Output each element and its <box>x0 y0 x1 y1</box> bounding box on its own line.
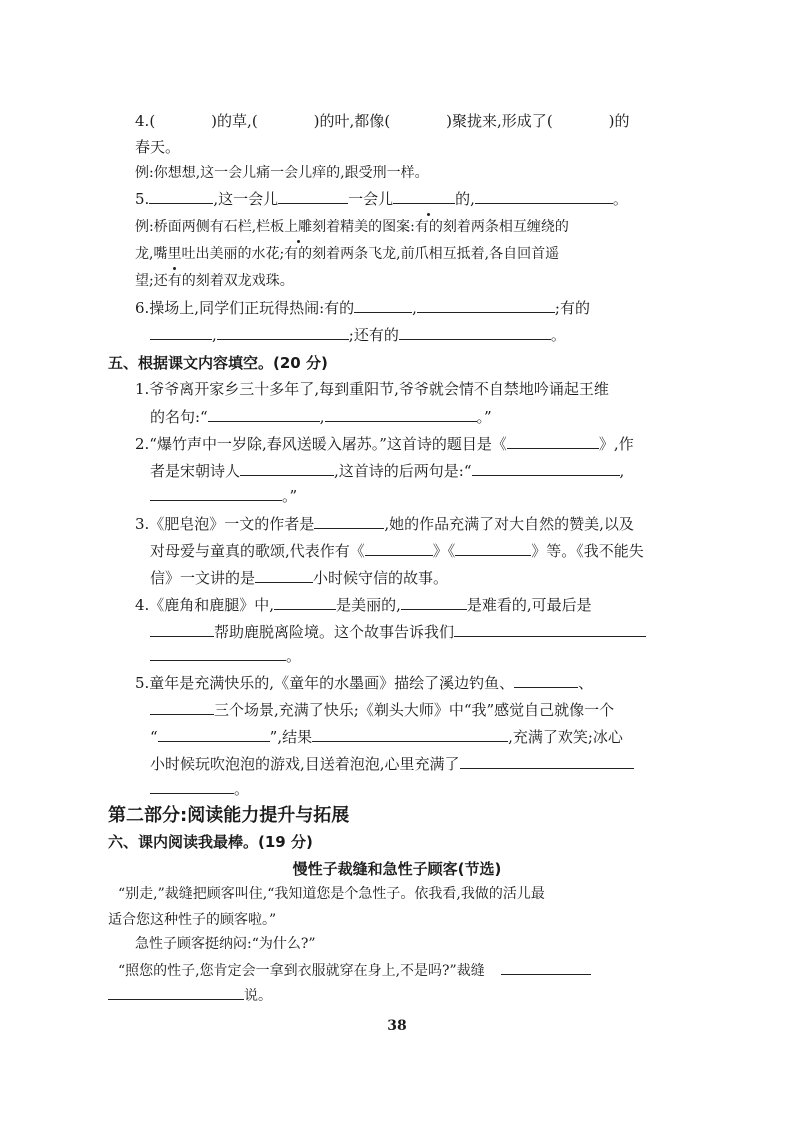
q6-text-2a: , <box>212 326 217 344</box>
q4-text-1: 的草, <box>217 112 252 130</box>
reading-para1-line2: 适合您这种性子的顾客啦。” <box>108 912 277 928</box>
q5-blank-4[interactable] <box>475 189 613 204</box>
reading-para3-line1 <box>118 960 591 982</box>
s5-i5-text-1a: 5.童年是充满快乐的,《童年的水墨画》描绘了溪边钓鱼、 <box>135 674 515 692</box>
reading-para2: 急性子顾客挺纳闷:“为什么?” <box>135 936 316 952</box>
q6-blank-2[interactable] <box>417 298 555 313</box>
reading-title: 慢性子裁缝和急性子顾客(节选) <box>292 860 502 878</box>
s5-item4-line3 <box>150 645 301 667</box>
q4-paren-open-4: ( <box>546 112 553 130</box>
q5-blank-2[interactable] <box>278 189 348 204</box>
reading-para1-line1: “别走,”裁缝把顾客叫住,“我知道您是个急性子。依我看,我做的活儿最 <box>118 886 545 902</box>
q4-text-4: 的 <box>614 112 630 130</box>
s5-i2-blank-title[interactable] <box>507 434 599 449</box>
q6-blank-1[interactable] <box>354 298 412 313</box>
s5-i3-text-2a: 对母爱与童真的歌颂,代表作有《 <box>150 542 365 560</box>
q4-line2: 春天。 <box>135 138 181 156</box>
s5-item4-line1 <box>135 594 592 616</box>
q4-line1 <box>135 110 630 132</box>
example-1: 例:你想想,这一会儿痛一会儿痒的,跟受刑一样。 <box>135 165 429 181</box>
q6-text-1a: 6.操场上,同学们正玩得热闹:有的 <box>135 299 355 317</box>
q4-number: 4. <box>135 112 150 130</box>
example-2-emphasis-2: 有的 <box>284 243 312 265</box>
page-number: 38 <box>387 1018 407 1034</box>
reading-para3-line2 <box>108 985 272 1007</box>
q6-blank-5[interactable] <box>399 325 551 340</box>
s5-i3-blank-work2[interactable] <box>455 541 531 556</box>
s5-item3-line1 <box>135 513 634 535</box>
s5-i4-blank-1[interactable] <box>274 595 336 610</box>
s5-i4-text-1c: 是难看的,可最后是 <box>466 596 592 614</box>
s5-item2-line3 <box>150 485 297 507</box>
s5-i2-blank-line4[interactable] <box>150 486 282 501</box>
s5-i2-text-2c: , <box>619 462 625 480</box>
s5-i4-blank-5[interactable] <box>150 646 286 661</box>
s5-i1-text-a: 的名句:“ <box>150 408 208 426</box>
q4-paren-close-4: ) <box>608 112 615 130</box>
q4-text-2: 的叶,都像 <box>319 112 385 130</box>
s5-i5-blank-4[interactable] <box>312 727 508 742</box>
reading-blank-1[interactable] <box>501 960 591 975</box>
reading-blank-2[interactable] <box>108 985 244 1000</box>
s5-i2-text-1a: 2.“爆竹声中一岁除,春风送暖入屠苏。”这首诗的题目是《 <box>135 435 507 453</box>
s5-i1-text-c: 。” <box>476 408 492 426</box>
example-2-text-2c: 刻着两条飞龙,前爪相互抵着,各自回首遥 <box>312 246 560 262</box>
example-2-text-1a: 例:桥面两侧有石栏,栏板上雕刻着精美的图案: <box>135 219 415 235</box>
s5-item5-line3 <box>150 726 623 748</box>
q6-text-1c: ;有的 <box>554 299 590 317</box>
q4-paren-close-1: ) <box>211 112 218 130</box>
example-2-emphasis-3: 还有的 <box>154 270 196 292</box>
s5-i2-text-3: 。” <box>282 487 298 505</box>
s5-i3-text-1a: 3.《肥皂泡》一文的作者是 <box>135 515 315 533</box>
example-2-text-1c: 刻着两条相互缠绕的 <box>442 219 569 235</box>
q5-text-1: ,这一会儿 <box>213 190 279 208</box>
s5-i4-text-1b: 是美丽的, <box>336 596 401 614</box>
s5-i5-text-5: 。 <box>234 780 250 798</box>
q4-paren-close-3: ) <box>446 112 453 130</box>
s5-i5-text-3c: ,充满了欢笑;冰心 <box>508 728 623 746</box>
example-2-emphasis-1: 有的 <box>415 216 443 238</box>
q6-line1 <box>135 297 590 319</box>
s5-item3-line2 <box>150 540 644 562</box>
example-2-text-3a: 望; <box>135 273 154 289</box>
s5-item2-line2 <box>150 460 624 482</box>
example-2-text-3c: 刻着双龙戏珠。 <box>195 273 294 289</box>
s5-i5-text-2a: 三个场景,充满了快乐;《剃头大师》中“我”感觉自己就像一个 <box>214 701 615 719</box>
q5-text-4: 。 <box>612 190 628 208</box>
s5-i4-blank-2[interactable] <box>401 595 467 610</box>
s5-i3-blank-person[interactable] <box>255 568 313 583</box>
s5-i2-text-1b: 》,作 <box>598 435 634 453</box>
q4-paren-open-1: ( <box>149 112 156 130</box>
s5-item1-line2 <box>150 406 492 428</box>
example-2-line3 <box>135 270 294 292</box>
s5-i3-text-3b: 小时候守信的故事。 <box>313 569 449 587</box>
q5-number: 5. <box>135 190 150 208</box>
q6-text-1b: , <box>412 299 417 317</box>
s5-i5-text-1b: 、 <box>578 674 594 692</box>
s5-item5-line5 <box>150 778 249 800</box>
s5-i1-blank-2[interactable] <box>325 407 477 422</box>
q5-blank-1[interactable] <box>149 189 213 204</box>
s5-item5-line1 <box>135 672 593 694</box>
s5-i5-blank-5[interactable] <box>460 754 634 769</box>
s5-i5-text-4a: 小时候玩吹泡泡的游戏,目送着泡泡,心里充满了 <box>150 755 460 773</box>
q5-blank-3[interactable] <box>393 189 455 204</box>
q5-line <box>135 188 628 210</box>
section-6-heading: 六、课内阅读我最棒。(19 分) <box>108 833 313 851</box>
s5-item2-line1 <box>135 433 634 455</box>
q6-blank-4[interactable] <box>217 325 349 340</box>
s5-item5-line2 <box>150 699 614 721</box>
s5-i2-blank-line3[interactable] <box>472 461 620 476</box>
reading-para3-text-2: 说。 <box>244 988 272 1004</box>
q5-text-2: 一会儿 <box>348 190 394 208</box>
s5-item5-line4 <box>150 753 634 775</box>
s5-item1-line1: 1.爷爷离开家乡三十多年了,每到重阳节,爷爷就会情不自禁地吟诵起王维 <box>135 380 609 398</box>
s5-i2-blank-poet[interactable] <box>240 461 334 476</box>
s5-i4-text-3: 。 <box>286 647 302 665</box>
s5-i4-text-2a: 帮助鹿脱离险境。这个故事告诉我们 <box>214 623 455 641</box>
s5-i5-text-3b: ”,结果 <box>269 728 313 746</box>
q6-line2 <box>150 324 566 346</box>
q5-text-3: 的, <box>455 190 475 208</box>
s5-i4-blank-3[interactable] <box>150 622 214 637</box>
s5-item3-line3 <box>150 567 448 589</box>
s5-i3-text-3a: 信》一文讲的是 <box>150 569 256 587</box>
s5-i3-text-2b: 》《 <box>432 542 456 560</box>
s5-i1-blank-1[interactable] <box>208 407 320 422</box>
example-2-text-2a: 龙,嘴里吐出美丽的水花; <box>135 246 285 262</box>
s5-i1-text-b: , <box>319 408 325 426</box>
s5-i3-blank-author[interactable] <box>314 514 384 529</box>
q4-paren-open-3: ( <box>384 112 391 130</box>
q6-text-2b: ;还有的 <box>348 326 399 344</box>
q4-paren-open-2: ( <box>251 112 258 130</box>
q6-text-2c: 。 <box>550 326 566 344</box>
s5-i3-blank-work1[interactable] <box>365 541 433 556</box>
s5-i2-text-2b: ,这首诗的后两句是:“ <box>334 462 472 480</box>
s5-i5-blank-1[interactable] <box>514 673 578 688</box>
s5-i5-blank-3[interactable] <box>158 727 270 742</box>
q4-paren-close-2: ) <box>313 112 320 130</box>
s5-i2-text-2a: 者是宋朝诗人 <box>150 462 241 480</box>
section-5-heading: 五、根据课文内容填空。(20 分) <box>108 354 328 372</box>
s5-i5-blank-6[interactable] <box>150 779 234 794</box>
s5-i3-text-1b: ,她的作品充满了对大自然的赞美,以及 <box>384 515 634 533</box>
part-2-heading: 第二部分:阅读能力提升与拓展 <box>108 805 350 826</box>
s5-i3-text-2c: 》等。《我不能失 <box>531 542 644 560</box>
reading-para3-text-1: “照您的性子,您肯定会一拿到衣服就穿在身上,不是吗?”裁缝 <box>118 963 485 979</box>
q6-blank-3[interactable] <box>150 325 212 340</box>
s5-i5-text-3a: “ <box>150 728 158 746</box>
example-2-line2 <box>135 243 559 265</box>
q4-text-3: 聚拢来,形成了 <box>452 112 547 130</box>
s5-i4-text-1a: 4.《鹿角和鹿腿》中, <box>135 596 275 614</box>
s5-item4-line2 <box>150 621 646 643</box>
s5-i4-blank-4[interactable] <box>454 622 646 637</box>
s5-i5-blank-2[interactable] <box>150 700 214 715</box>
example-2-line1 <box>135 216 569 238</box>
